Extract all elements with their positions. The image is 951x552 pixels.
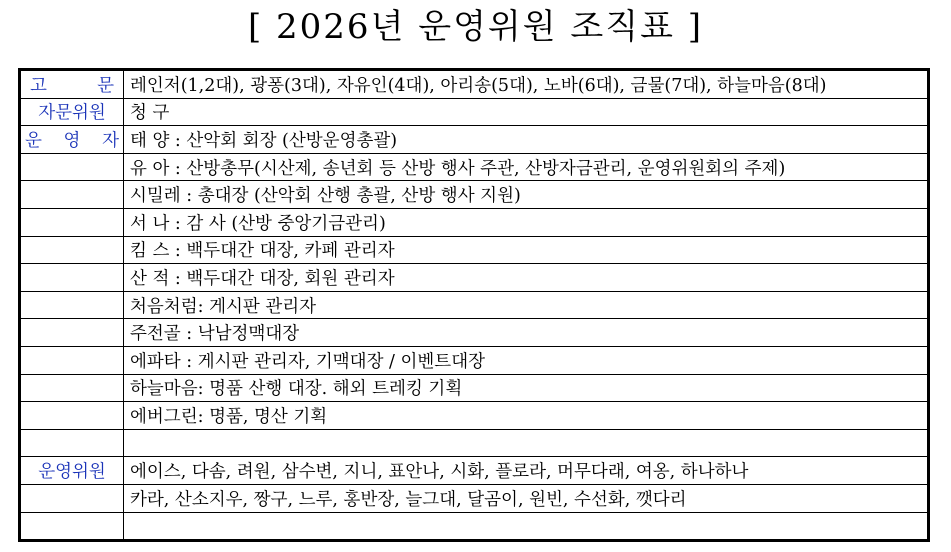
label-cell-empty — [20, 153, 124, 181]
organization-table — [18, 68, 930, 542]
table-row — [20, 208, 929, 236]
operator-item: 주전골 : 낙남정맥대장 — [124, 319, 929, 347]
content-cell-empty — [124, 512, 929, 541]
table-row — [20, 181, 929, 209]
operator-item: 킴 스 : 백두대간 대장, 카페 관리자 — [124, 236, 929, 264]
table-row — [20, 457, 929, 485]
label-cell-empty — [20, 208, 124, 236]
label-cell-empty — [20, 264, 124, 292]
table-row — [20, 346, 929, 374]
table-row — [20, 374, 929, 402]
label-cell-empty — [20, 484, 124, 512]
operator-item: 에버그린: 명품, 명산 기획 — [124, 402, 929, 430]
table-row-empty — [20, 512, 929, 541]
label-cell-empty — [20, 429, 124, 457]
table-row-empty — [20, 429, 929, 457]
committee-line: 카라, 산소지우, 짱구, 느루, 홍반장, 늘그대, 달곰이, 원빈, 수선화, 깻다리 — [124, 484, 929, 512]
label-cell-empty — [20, 181, 124, 209]
operator-item: 에파타 : 게시판 관리자, 기맥대장 / 이벤트대장 — [124, 346, 929, 374]
committee-line: 에이스, 다솜, 려원, 삼수변, 지니, 표안나, 시화, 플로라, 머무다래, 여옹, 하나하나 — [124, 457, 929, 485]
row-label-consultant: 자문위원 — [20, 98, 124, 126]
label-cell-empty — [20, 346, 124, 374]
operator-item: 태 양 : 산악회 회장 (산방운영총괄) — [124, 126, 929, 154]
content-cell-empty — [124, 429, 929, 457]
table-row — [20, 319, 929, 347]
table-row — [20, 153, 929, 181]
operator-item: 처음처럼: 게시판 관리자 — [124, 291, 929, 319]
label-cell-empty — [20, 319, 124, 347]
operator-item: 유 아 : 산방총무(시산제, 송년회 등 산방 행사 주관, 산방자금관리, 운영위원회의 주제) — [124, 153, 929, 181]
table-row — [20, 126, 929, 154]
table-row — [20, 291, 929, 319]
row-label-committee: 운영위원 — [20, 457, 124, 485]
label-cell-empty — [20, 374, 124, 402]
consultant-name: 청 구 — [124, 98, 929, 126]
label-cell-empty — [20, 291, 124, 319]
table-row — [20, 402, 929, 430]
label-cell-empty — [20, 236, 124, 264]
table-row — [20, 236, 929, 264]
operator-item: 산 적 : 백두대간 대장, 회원 관리자 — [124, 264, 929, 292]
table-row — [20, 484, 929, 512]
operator-item: 하늘마음: 명품 산행 대장. 해외 트레킹 기획 — [124, 374, 929, 402]
row-label-advisor: 고 문 — [20, 70, 124, 99]
row-label-operators: 운 영 자 — [20, 126, 124, 154]
table-row — [20, 264, 929, 292]
table-row — [20, 98, 929, 126]
advisor-list: 레인저(1,2대), 광퐁(3대), 자유인(4대), 아리송(5대), 노바(6대), 금물(7대), 하늘마음(8대) — [124, 70, 929, 99]
label-cell-empty — [20, 512, 124, 541]
page-title: [ 2026년 운영위원 조직표 ] — [247, 7, 704, 47]
label-cell-empty — [20, 402, 124, 430]
operator-item: 시밀레 : 총대장 (산악회 산행 총괄, 산방 행사 지원) — [124, 181, 929, 209]
operator-item: 서 나 : 감 사 (산방 중앙기금관리) — [124, 208, 929, 236]
table-row — [20, 70, 929, 99]
